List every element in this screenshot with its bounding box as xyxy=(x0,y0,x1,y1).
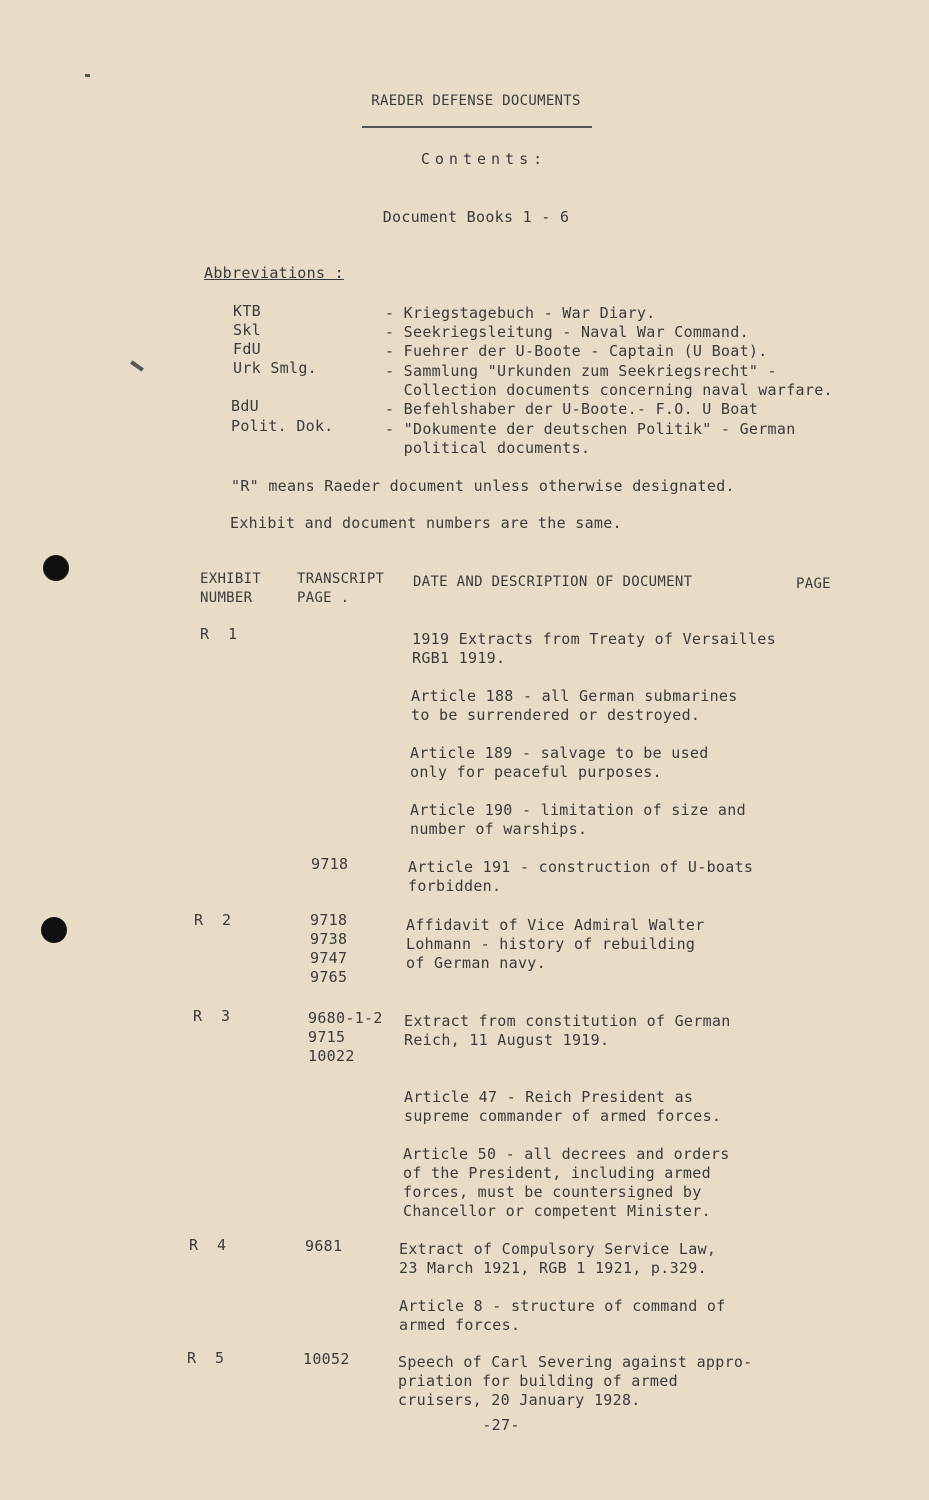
abbr-term: KTB xyxy=(233,302,261,320)
exhibit-number: R 3 xyxy=(193,1007,231,1025)
abbr-meaning: - Fuehrer der U-Boote - Captain (U Boat). xyxy=(385,342,768,360)
contents-label: Contents: xyxy=(420,150,548,168)
transcript-page: 10052 xyxy=(303,1350,350,1368)
note-exhibit-numbers: Exhibit and document numbers are the same. xyxy=(230,514,622,532)
document-description: 1919 Extracts from Treaty of Versailles RGB1 1919. xyxy=(412,630,776,667)
document-books: Document Books 1 - 6 xyxy=(382,208,570,226)
abbr-term: BdU xyxy=(231,397,259,415)
title-underline xyxy=(362,126,592,128)
transcript-page: 9718 xyxy=(311,855,349,873)
abbr-term: FdU xyxy=(233,340,261,358)
exhibit-number: R 1 xyxy=(200,625,238,643)
document-description: Article 191 - construction of U-boats forbidden. xyxy=(408,858,754,895)
punch-hole xyxy=(41,917,67,943)
document-description: Extract from constitution of German Reich, 11 August 1919. xyxy=(404,1012,731,1049)
abbreviations-heading: Abbreviations : xyxy=(204,264,344,282)
header-exhibit-number: EXHIBIT NUMBER xyxy=(200,571,262,606)
document-description: Article 50 - all decrees and orders of the President, including armed forces, must be countersigned by Chancellor or competent Minister. xyxy=(403,1145,730,1220)
document-description: Article 189 - salvage to be used only for peaceful purposes. xyxy=(410,744,709,781)
header-description: DATE AND DESCRIPTION OF DOCUMENT xyxy=(413,574,693,590)
document-description: Article 188 - all German submarines to be surrendered or destroyed. xyxy=(411,687,738,724)
document-title: RAEDER DEFENSE DOCUMENTS xyxy=(371,93,581,109)
header-page: PAGE xyxy=(796,576,831,592)
document-description: Article 47 - Reich President as supreme commander of armed forces. xyxy=(404,1088,722,1125)
abbr-term: Urk Smlg. xyxy=(233,359,317,377)
abbr-term: Polit. Dok. xyxy=(231,417,334,435)
transcript-page: 9680-1-2 9715 10022 xyxy=(308,1009,383,1065)
speck xyxy=(85,74,90,77)
transcript-page: 9718 9738 9747 9765 xyxy=(310,911,348,986)
abbr-term: Skl xyxy=(233,321,261,339)
exhibit-number: R 2 xyxy=(194,911,232,929)
document-description: Speech of Carl Severing against appro- priation for building of armed cruisers, 20 January 1928. xyxy=(398,1353,753,1409)
document-description: Extract of Compulsory Service Law, 23 March 1921, RGB 1 1921, p.329. xyxy=(399,1240,717,1277)
abbr-meaning: - Seekriegsleitung - Naval War Command. xyxy=(385,323,749,341)
abbr-meaning: - Befehlshaber der U-Boote.- F.O. U Boat xyxy=(385,400,759,418)
speck xyxy=(130,360,144,371)
abbr-meaning: - Sammlung "Urkunden zum Seekriegsrecht" - Collection documents concerning naval warfare. xyxy=(385,362,833,399)
document-description: Affidavit of Vice Admiral Walter Lohmann - history of rebuilding of German navy. xyxy=(406,916,705,972)
exhibit-number: R 5 xyxy=(187,1349,225,1367)
document-description: Article 8 - structure of command of armed forces. xyxy=(399,1297,726,1334)
punch-hole xyxy=(43,555,69,581)
header-transcript-page: TRANSCRIPT PAGE . xyxy=(297,571,385,606)
note-r-designation: "R" means Raeder document unless otherwise designated. xyxy=(231,477,735,495)
document-description: Article 190 - limitation of size and number of warships. xyxy=(410,801,746,838)
page-number: -27- xyxy=(482,1416,520,1434)
transcript-page: 9681 xyxy=(305,1237,343,1255)
exhibit-number: R 4 xyxy=(189,1236,227,1254)
abbr-meaning: - "Dokumente der deutschen Politik" - German political documents. xyxy=(385,420,796,457)
abbr-meaning: - Kriegstagebuch - War Diary. xyxy=(385,304,656,322)
